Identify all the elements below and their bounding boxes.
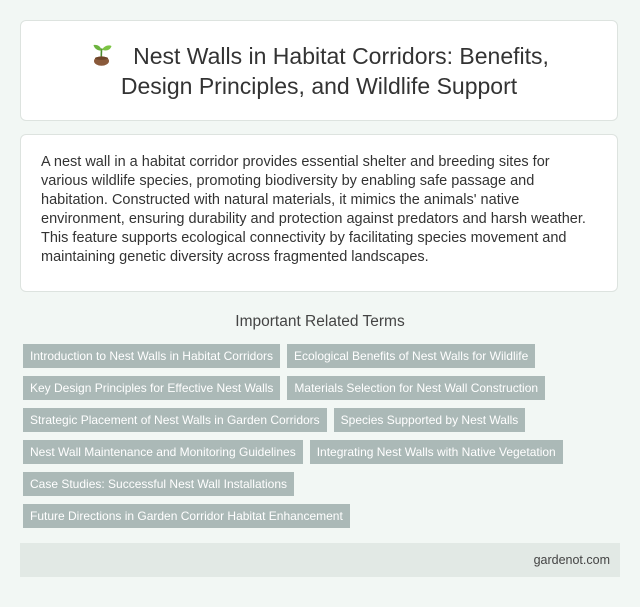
related-term-link[interactable]: Key Design Principles for Effective Nest Walls: [23, 376, 280, 400]
page-title-text: Nest Walls in Habitat Corridors: Benefits, Design Principles, and Wildlife Support: [120, 42, 549, 99]
related-term-link[interactable]: Species Supported by Nest Walls: [334, 408, 526, 432]
related-term-link[interactable]: Materials Selection for Nest Wall Construction: [287, 376, 545, 400]
related-terms-list: [23, 344, 619, 528]
related-terms-heading: Important Related Terms: [235, 313, 405, 330]
description-text: A nest wall in a habitat corridor provides essential shelter and breeding sites for various wildlife species, promoting biodiversity by enabling safe passage and habitation. Constructed with natural materials, it mimics the animals' native environment, ensuring durability and protection against predators and harsh weather. This feature supports ecological connectivity by facilitating species movement and maintaining genetic diversity across fragmented landscapes.: [41, 154, 586, 265]
related-term-link[interactable]: Future Directions in Garden Corridor Habitat Enhancement: [23, 504, 350, 528]
related-term-link[interactable]: Integrating Nest Walls with Native Vegetation: [310, 440, 563, 464]
related-term-link[interactable]: Strategic Placement of Nest Walls in Garden Corridors: [23, 408, 327, 432]
page-title: [69, 41, 569, 101]
description-card: [20, 134, 618, 292]
site-link[interactable]: gardenot.com: [533, 553, 610, 567]
related-term-link[interactable]: Introduction to Nest Walls in Habitat Corridors: [23, 344, 280, 368]
title-card: [20, 20, 618, 121]
footer: [20, 543, 620, 577]
sprout-icon: [89, 41, 115, 67]
related-term-link[interactable]: Ecological Benefits of Nest Walls for Wildlife: [287, 344, 535, 368]
related-term-link[interactable]: Case Studies: Successful Nest Wall Installations: [23, 472, 294, 496]
related-term-link[interactable]: Nest Wall Maintenance and Monitoring Guidelines: [23, 440, 303, 464]
